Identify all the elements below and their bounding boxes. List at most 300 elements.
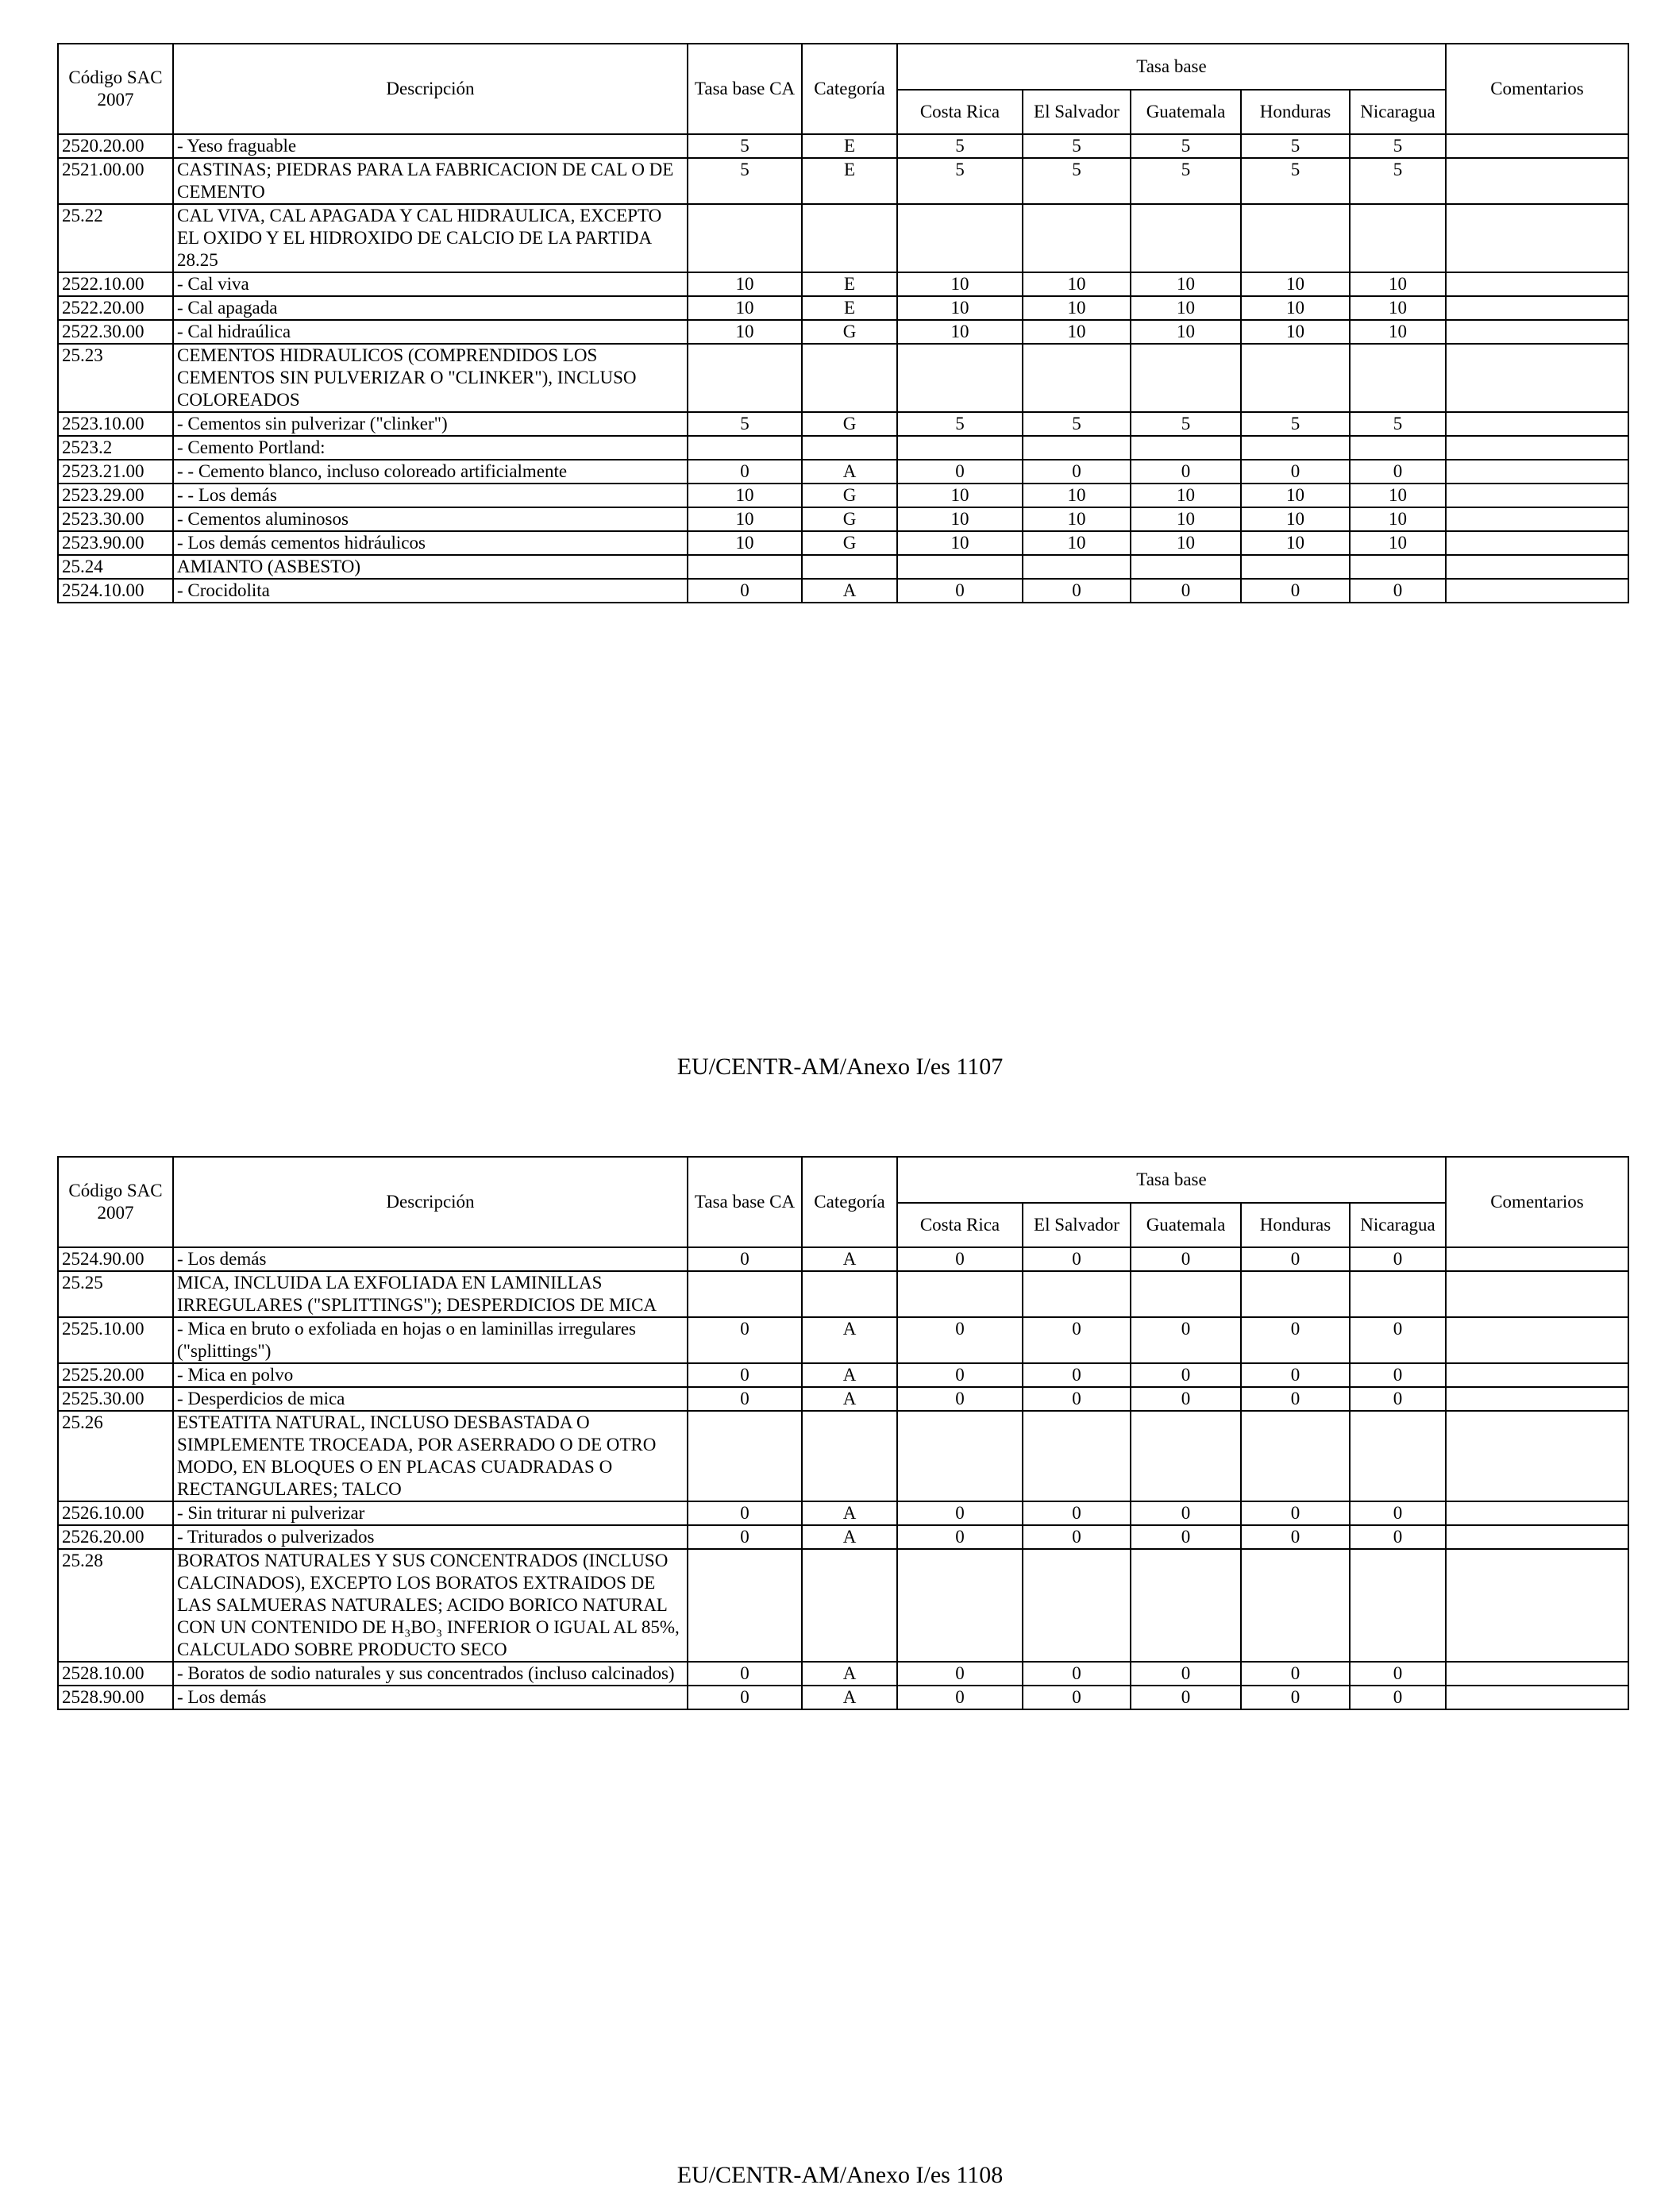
cell-comentarios bbox=[1446, 158, 1628, 204]
cell-guatemala bbox=[1131, 1549, 1241, 1662]
cell-honduras: 0 bbox=[1241, 1662, 1350, 1686]
table-row bbox=[58, 344, 1628, 412]
cell-descripcion: ESTEATITA NATURAL, INCLUSO DESBASTADA O SIMPLEMENTE TROCEADA, POR ASERRADO O DE OTRO MODO, EN BLOQUES O EN PLACAS CUADRADAS O RECTANGULARES; TALCO bbox=[173, 1411, 688, 1501]
cell-costa-rica bbox=[897, 1411, 1023, 1501]
cell-comentarios bbox=[1446, 460, 1628, 484]
cell-comentarios bbox=[1446, 204, 1628, 272]
cell-el-salvador: 10 bbox=[1023, 484, 1131, 507]
cell-honduras: 10 bbox=[1241, 484, 1350, 507]
cell-el-salvador bbox=[1023, 555, 1131, 579]
table-row bbox=[58, 1525, 1628, 1549]
cell-comentarios bbox=[1446, 272, 1628, 296]
table-row bbox=[58, 484, 1628, 507]
cell-tasa-base-ca: 0 bbox=[688, 1525, 802, 1549]
table-row bbox=[58, 507, 1628, 531]
cell-el-salvador: 10 bbox=[1023, 320, 1131, 344]
cell-codigo: 2520.20.00 bbox=[58, 134, 173, 158]
cell-el-salvador: 5 bbox=[1023, 412, 1131, 436]
cell-codigo: 25.23 bbox=[58, 344, 173, 412]
cell-codigo: 2524.10.00 bbox=[58, 579, 173, 603]
cell-comentarios bbox=[1446, 1549, 1628, 1662]
cell-tasa-base-ca bbox=[688, 1271, 802, 1317]
cell-codigo: 2523.21.00 bbox=[58, 460, 173, 484]
header-tasa-base-ca: Tasa base CA bbox=[688, 44, 802, 134]
header-country-el-salvador: El Salvador bbox=[1023, 90, 1131, 134]
cell-guatemala: 0 bbox=[1131, 1662, 1241, 1686]
tariff-table bbox=[57, 1156, 1629, 1710]
cell-descripcion: CAL VIVA, CAL APAGADA Y CAL HIDRAULICA, EXCEPTO EL OXIDO Y EL HIDROXIDO DE CALCIO DE LA PARTIDA 28.25 bbox=[173, 204, 688, 272]
cell-honduras: 0 bbox=[1241, 1247, 1350, 1271]
table-row bbox=[58, 1411, 1628, 1501]
cell-categoria: A bbox=[802, 1501, 897, 1525]
cell-nicaragua bbox=[1350, 204, 1446, 272]
cell-codigo: 2528.10.00 bbox=[58, 1662, 173, 1686]
cell-el-salvador: 0 bbox=[1023, 1662, 1131, 1686]
cell-codigo: 25.25 bbox=[58, 1271, 173, 1317]
cell-descripcion: - Boratos de sodio naturales y sus concentrados (incluso calcinados) bbox=[173, 1662, 688, 1686]
cell-codigo: 2525.20.00 bbox=[58, 1363, 173, 1387]
table-row bbox=[58, 1501, 1628, 1525]
cell-categoria: A bbox=[802, 1317, 897, 1363]
cell-tasa-base-ca bbox=[688, 1411, 802, 1501]
cell-descripcion: MICA, INCLUIDA LA EXFOLIADA EN LAMINILLAS IRREGULARES ("SPLITTINGS"); DESPERDICIOS DE MICA bbox=[173, 1271, 688, 1317]
cell-costa-rica: 0 bbox=[897, 1662, 1023, 1686]
cell-el-salvador bbox=[1023, 1411, 1131, 1501]
cell-categoria: A bbox=[802, 1662, 897, 1686]
cell-descripcion: - Mica en polvo bbox=[173, 1363, 688, 1387]
cell-guatemala bbox=[1131, 1411, 1241, 1501]
cell-costa-rica: 10 bbox=[897, 531, 1023, 555]
cell-honduras bbox=[1241, 555, 1350, 579]
cell-el-salvador: 0 bbox=[1023, 579, 1131, 603]
cell-costa-rica bbox=[897, 204, 1023, 272]
cell-nicaragua: 10 bbox=[1350, 507, 1446, 531]
table-row bbox=[58, 579, 1628, 603]
header-descripcion: Descripción bbox=[173, 44, 688, 134]
cell-nicaragua bbox=[1350, 1549, 1446, 1662]
cell-codigo: 2525.10.00 bbox=[58, 1317, 173, 1363]
table-row bbox=[58, 296, 1628, 320]
cell-honduras bbox=[1241, 436, 1350, 460]
cell-codigo: 2523.10.00 bbox=[58, 412, 173, 436]
cell-honduras: 10 bbox=[1241, 296, 1350, 320]
cell-tasa-base-ca: 0 bbox=[688, 1247, 802, 1271]
table-row bbox=[58, 158, 1628, 204]
cell-guatemala: 0 bbox=[1131, 579, 1241, 603]
cell-categoria bbox=[802, 1549, 897, 1662]
cell-costa-rica bbox=[897, 1549, 1023, 1662]
cell-codigo: 2522.20.00 bbox=[58, 296, 173, 320]
cell-categoria: G bbox=[802, 531, 897, 555]
table-row bbox=[58, 555, 1628, 579]
header-comentarios: Comentarios bbox=[1446, 44, 1628, 134]
cell-honduras: 5 bbox=[1241, 158, 1350, 204]
cell-nicaragua: 10 bbox=[1350, 484, 1446, 507]
cell-guatemala: 10 bbox=[1131, 272, 1241, 296]
cell-nicaragua: 0 bbox=[1350, 1525, 1446, 1549]
cell-guatemala bbox=[1131, 436, 1241, 460]
cell-codigo: 2522.30.00 bbox=[58, 320, 173, 344]
cell-comentarios bbox=[1446, 1525, 1628, 1549]
header-country-costa-rica: Costa Rica bbox=[897, 90, 1023, 134]
table-row bbox=[58, 412, 1628, 436]
cell-guatemala: 0 bbox=[1131, 1363, 1241, 1387]
cell-guatemala: 10 bbox=[1131, 507, 1241, 531]
table-row bbox=[58, 272, 1628, 296]
cell-costa-rica: 10 bbox=[897, 484, 1023, 507]
cell-descripcion: - Cementos sin pulverizar ("clinker") bbox=[173, 412, 688, 436]
cell-tasa-base-ca: 0 bbox=[688, 1501, 802, 1525]
cell-guatemala bbox=[1131, 555, 1241, 579]
cell-guatemala: 5 bbox=[1131, 134, 1241, 158]
cell-codigo: 2523.2 bbox=[58, 436, 173, 460]
cell-nicaragua: 0 bbox=[1350, 1363, 1446, 1387]
cell-el-salvador: 5 bbox=[1023, 134, 1131, 158]
cell-categoria: A bbox=[802, 1363, 897, 1387]
cell-categoria: A bbox=[802, 460, 897, 484]
header-codigo: Código SAC 2007 bbox=[58, 1157, 173, 1247]
cell-descripcion: - Sin triturar ni pulverizar bbox=[173, 1501, 688, 1525]
cell-comentarios bbox=[1446, 1501, 1628, 1525]
cell-categoria: E bbox=[802, 134, 897, 158]
header-codigo: Código SAC 2007 bbox=[58, 44, 173, 134]
table-row bbox=[58, 460, 1628, 484]
cell-categoria bbox=[802, 436, 897, 460]
cell-categoria: G bbox=[802, 412, 897, 436]
cell-categoria bbox=[802, 204, 897, 272]
cell-costa-rica: 0 bbox=[897, 1317, 1023, 1363]
table-row bbox=[58, 204, 1628, 272]
cell-el-salvador: 0 bbox=[1023, 1686, 1131, 1709]
cell-codigo: 2523.29.00 bbox=[58, 484, 173, 507]
cell-costa-rica bbox=[897, 555, 1023, 579]
header-country-nicaragua: Nicaragua bbox=[1350, 90, 1446, 134]
cell-descripcion: - Triturados o pulverizados bbox=[173, 1525, 688, 1549]
cell-descripcion: - Cal viva bbox=[173, 272, 688, 296]
cell-categoria: G bbox=[802, 320, 897, 344]
cell-tasa-base-ca: 10 bbox=[688, 272, 802, 296]
cell-codigo: 25.28 bbox=[58, 1549, 173, 1662]
cell-tasa-base-ca: 0 bbox=[688, 1363, 802, 1387]
cell-nicaragua bbox=[1350, 1271, 1446, 1317]
cell-nicaragua bbox=[1350, 344, 1446, 412]
cell-honduras: 0 bbox=[1241, 579, 1350, 603]
header-tasa-base: Tasa base bbox=[897, 1157, 1446, 1203]
cell-honduras: 10 bbox=[1241, 272, 1350, 296]
cell-el-salvador: 0 bbox=[1023, 1387, 1131, 1411]
cell-honduras bbox=[1241, 344, 1350, 412]
cell-costa-rica: 0 bbox=[897, 460, 1023, 484]
header-country-honduras: Honduras bbox=[1241, 90, 1350, 134]
table-row bbox=[58, 134, 1628, 158]
cell-descripcion: - - Los demás bbox=[173, 484, 688, 507]
cell-tasa-base-ca bbox=[688, 1549, 802, 1662]
cell-comentarios bbox=[1446, 579, 1628, 603]
cell-el-salvador bbox=[1023, 1549, 1131, 1662]
cell-codigo: 2522.10.00 bbox=[58, 272, 173, 296]
table-row bbox=[58, 531, 1628, 555]
cell-comentarios bbox=[1446, 344, 1628, 412]
cell-tasa-base-ca: 5 bbox=[688, 412, 802, 436]
cell-tasa-base-ca: 10 bbox=[688, 296, 802, 320]
cell-descripcion: - Los demás cementos hidráulicos bbox=[173, 531, 688, 555]
cell-guatemala: 10 bbox=[1131, 320, 1241, 344]
cell-el-salvador: 0 bbox=[1023, 1247, 1131, 1271]
cell-categoria: A bbox=[802, 1686, 897, 1709]
cell-comentarios bbox=[1446, 320, 1628, 344]
header-tasa-base-ca: Tasa base CA bbox=[688, 1157, 802, 1247]
cell-descripcion: - Cal hidraúlica bbox=[173, 320, 688, 344]
cell-el-salvador: 5 bbox=[1023, 158, 1131, 204]
cell-guatemala: 0 bbox=[1131, 1247, 1241, 1271]
cell-el-salvador bbox=[1023, 1271, 1131, 1317]
table-row bbox=[58, 320, 1628, 344]
cell-nicaragua: 5 bbox=[1350, 134, 1446, 158]
cell-categoria bbox=[802, 344, 897, 412]
cell-el-salvador: 0 bbox=[1023, 1525, 1131, 1549]
cell-el-salvador bbox=[1023, 344, 1131, 412]
cell-comentarios bbox=[1446, 1411, 1628, 1501]
cell-honduras: 10 bbox=[1241, 507, 1350, 531]
cell-costa-rica bbox=[897, 344, 1023, 412]
cell-comentarios bbox=[1446, 296, 1628, 320]
cell-costa-rica: 0 bbox=[897, 1525, 1023, 1549]
cell-honduras bbox=[1241, 1549, 1350, 1662]
cell-honduras: 0 bbox=[1241, 1501, 1350, 1525]
cell-nicaragua: 0 bbox=[1350, 1247, 1446, 1271]
cell-el-salvador: 0 bbox=[1023, 1501, 1131, 1525]
cell-guatemala: 5 bbox=[1131, 158, 1241, 204]
table-row bbox=[58, 436, 1628, 460]
cell-categoria bbox=[802, 555, 897, 579]
cell-categoria: A bbox=[802, 1525, 897, 1549]
cell-tasa-base-ca bbox=[688, 555, 802, 579]
cell-codigo: 2523.90.00 bbox=[58, 531, 173, 555]
cell-nicaragua: 10 bbox=[1350, 296, 1446, 320]
cell-descripcion: - Crocidolita bbox=[173, 579, 688, 603]
cell-comentarios bbox=[1446, 1317, 1628, 1363]
cell-comentarios bbox=[1446, 134, 1628, 158]
cell-comentarios bbox=[1446, 507, 1628, 531]
cell-tasa-base-ca bbox=[688, 344, 802, 412]
cell-comentarios bbox=[1446, 1662, 1628, 1686]
header-categoria: Categoría bbox=[802, 44, 897, 134]
cell-descripcion: - Mica en bruto o exfoliada en hojas o en laminillas irregulares ("splittings") bbox=[173, 1317, 688, 1363]
cell-nicaragua: 5 bbox=[1350, 412, 1446, 436]
cell-codigo: 2525.30.00 bbox=[58, 1387, 173, 1411]
cell-guatemala: 0 bbox=[1131, 1387, 1241, 1411]
cell-tasa-base-ca: 5 bbox=[688, 158, 802, 204]
cell-codigo: 2526.20.00 bbox=[58, 1525, 173, 1549]
cell-codigo: 2528.90.00 bbox=[58, 1686, 173, 1709]
header-tasa-base: Tasa base bbox=[897, 44, 1446, 90]
cell-descripcion: BORATOS NATURALES Y SUS CONCENTRADOS (INCLUSO CALCINADOS), EXCEPTO LOS BORATOS EXTRAIDOS DE LAS SALMUERAS NATURALES; ACIDO BORICO NATURAL CON UN CONTENIDO DE H₃BO₃ INFERIOR O IGUAL AL 85%, CALCULADO SOBRE PRODUCTO SECO bbox=[173, 1549, 688, 1662]
cell-costa-rica: 0 bbox=[897, 1363, 1023, 1387]
cell-el-salvador: 10 bbox=[1023, 507, 1131, 531]
cell-el-salvador: 10 bbox=[1023, 272, 1131, 296]
cell-comentarios bbox=[1446, 1247, 1628, 1271]
cell-nicaragua: 0 bbox=[1350, 1686, 1446, 1709]
cell-tasa-base-ca: 10 bbox=[688, 531, 802, 555]
cell-tasa-base-ca: 10 bbox=[688, 484, 802, 507]
cell-costa-rica: 10 bbox=[897, 320, 1023, 344]
cell-nicaragua: 10 bbox=[1350, 531, 1446, 555]
cell-tasa-base-ca: 0 bbox=[688, 1686, 802, 1709]
cell-costa-rica: 0 bbox=[897, 579, 1023, 603]
cell-comentarios bbox=[1446, 1387, 1628, 1411]
cell-categoria: A bbox=[802, 1387, 897, 1411]
page-footer: EU/CENTR-AM/Anexo I/es 1108 bbox=[676, 2162, 1004, 2188]
cell-costa-rica: 0 bbox=[897, 1686, 1023, 1709]
cell-costa-rica: 10 bbox=[897, 507, 1023, 531]
cell-descripcion: - Cemento Portland: bbox=[173, 436, 688, 460]
cell-nicaragua: 0 bbox=[1350, 1662, 1446, 1686]
cell-honduras: 0 bbox=[1241, 1387, 1350, 1411]
cell-tasa-base-ca: 0 bbox=[688, 460, 802, 484]
cell-descripcion: CEMENTOS HIDRAULICOS (COMPRENDIDOS LOS CEMENTOS SIN PULVERIZAR O "CLINKER"), INCLUSO COLOREADOS bbox=[173, 344, 688, 412]
table-row bbox=[58, 1549, 1628, 1662]
cell-nicaragua: 0 bbox=[1350, 460, 1446, 484]
table-row bbox=[58, 1247, 1628, 1271]
cell-comentarios bbox=[1446, 531, 1628, 555]
header-categoria: Categoría bbox=[802, 1157, 897, 1247]
cell-tasa-base-ca: 0 bbox=[688, 1387, 802, 1411]
cell-el-salvador bbox=[1023, 436, 1131, 460]
cell-descripcion: - Yeso fraguable bbox=[173, 134, 688, 158]
table-body bbox=[58, 1247, 1628, 1709]
cell-nicaragua: 10 bbox=[1350, 272, 1446, 296]
cell-costa-rica: 5 bbox=[897, 158, 1023, 204]
table-row bbox=[58, 1271, 1628, 1317]
cell-honduras: 10 bbox=[1241, 320, 1350, 344]
cell-honduras: 0 bbox=[1241, 1525, 1350, 1549]
cell-el-salvador: 10 bbox=[1023, 296, 1131, 320]
cell-descripcion: - Cementos aluminosos bbox=[173, 507, 688, 531]
cell-nicaragua bbox=[1350, 1411, 1446, 1501]
page-footer: EU/CENTR-AM/Anexo I/es 1107 bbox=[676, 1054, 1004, 1080]
cell-codigo: 25.24 bbox=[58, 555, 173, 579]
cell-nicaragua: 5 bbox=[1350, 158, 1446, 204]
cell-guatemala: 0 bbox=[1131, 460, 1241, 484]
cell-comentarios bbox=[1446, 1363, 1628, 1387]
cell-honduras bbox=[1241, 204, 1350, 272]
cell-nicaragua bbox=[1350, 436, 1446, 460]
cell-el-salvador: 0 bbox=[1023, 1363, 1131, 1387]
cell-guatemala: 0 bbox=[1131, 1686, 1241, 1709]
cell-comentarios bbox=[1446, 1686, 1628, 1709]
cell-guatemala bbox=[1131, 344, 1241, 412]
cell-tasa-base-ca: 0 bbox=[688, 1662, 802, 1686]
cell-costa-rica bbox=[897, 1271, 1023, 1317]
cell-categoria: G bbox=[802, 484, 897, 507]
header-comentarios: Comentarios bbox=[1446, 1157, 1628, 1247]
cell-comentarios bbox=[1446, 1271, 1628, 1317]
cell-descripcion: - Los demás bbox=[173, 1686, 688, 1709]
cell-tasa-base-ca: 10 bbox=[688, 320, 802, 344]
cell-categoria: E bbox=[802, 272, 897, 296]
cell-guatemala: 0 bbox=[1131, 1317, 1241, 1363]
cell-honduras bbox=[1241, 1271, 1350, 1317]
cell-comentarios bbox=[1446, 412, 1628, 436]
cell-categoria: E bbox=[802, 158, 897, 204]
cell-guatemala: 0 bbox=[1131, 1501, 1241, 1525]
cell-guatemala bbox=[1131, 204, 1241, 272]
cell-honduras: 0 bbox=[1241, 460, 1350, 484]
header-country-nicaragua: Nicaragua bbox=[1350, 1203, 1446, 1247]
header-country-guatemala: Guatemala bbox=[1131, 1203, 1241, 1247]
cell-descripcion: - Los demás bbox=[173, 1247, 688, 1271]
cell-guatemala: 10 bbox=[1131, 531, 1241, 555]
cell-honduras: 5 bbox=[1241, 134, 1350, 158]
cell-guatemala: 5 bbox=[1131, 412, 1241, 436]
cell-categoria: E bbox=[802, 296, 897, 320]
cell-honduras: 0 bbox=[1241, 1317, 1350, 1363]
tariff-table bbox=[57, 43, 1629, 603]
cell-costa-rica: 0 bbox=[897, 1247, 1023, 1271]
cell-descripcion: - Cal apagada bbox=[173, 296, 688, 320]
cell-codigo: 2521.00.00 bbox=[58, 158, 173, 204]
cell-comentarios bbox=[1446, 484, 1628, 507]
cell-tasa-base-ca: 10 bbox=[688, 507, 802, 531]
header-descripcion: Descripción bbox=[173, 1157, 688, 1247]
cell-descripcion: - - Cemento blanco, incluso coloreado artificialmente bbox=[173, 460, 688, 484]
cell-comentarios bbox=[1446, 555, 1628, 579]
cell-tasa-base-ca bbox=[688, 204, 802, 272]
cell-costa-rica: 5 bbox=[897, 412, 1023, 436]
cell-nicaragua: 0 bbox=[1350, 1387, 1446, 1411]
cell-costa-rica: 10 bbox=[897, 296, 1023, 320]
cell-costa-rica: 0 bbox=[897, 1387, 1023, 1411]
cell-categoria: A bbox=[802, 1247, 897, 1271]
cell-guatemala: 0 bbox=[1131, 1525, 1241, 1549]
cell-categoria bbox=[802, 1411, 897, 1501]
cell-descripcion: AMIANTO (ASBESTO) bbox=[173, 555, 688, 579]
cell-categoria: G bbox=[802, 507, 897, 531]
cell-honduras: 10 bbox=[1241, 531, 1350, 555]
cell-el-salvador: 10 bbox=[1023, 531, 1131, 555]
cell-costa-rica bbox=[897, 436, 1023, 460]
cell-codigo: 25.22 bbox=[58, 204, 173, 272]
cell-costa-rica: 0 bbox=[897, 1501, 1023, 1525]
cell-guatemala: 10 bbox=[1131, 296, 1241, 320]
table-row bbox=[58, 1317, 1628, 1363]
cell-honduras: 0 bbox=[1241, 1686, 1350, 1709]
cell-nicaragua: 10 bbox=[1350, 320, 1446, 344]
cell-nicaragua: 0 bbox=[1350, 1501, 1446, 1525]
cell-codigo: 2524.90.00 bbox=[58, 1247, 173, 1271]
cell-codigo: 2523.30.00 bbox=[58, 507, 173, 531]
cell-tasa-base-ca bbox=[688, 436, 802, 460]
table-row bbox=[58, 1662, 1628, 1686]
cell-honduras: 5 bbox=[1241, 412, 1350, 436]
cell-tasa-base-ca: 0 bbox=[688, 579, 802, 603]
cell-comentarios bbox=[1446, 436, 1628, 460]
tariff-page-1107 bbox=[57, 43, 1628, 603]
cell-nicaragua: 0 bbox=[1350, 1317, 1446, 1363]
cell-descripcion: CASTINAS; PIEDRAS PARA LA FABRICACION DE CAL O DE CEMENTO bbox=[173, 158, 688, 204]
header-country-guatemala: Guatemala bbox=[1131, 90, 1241, 134]
cell-el-salvador bbox=[1023, 204, 1131, 272]
cell-guatemala bbox=[1131, 1271, 1241, 1317]
cell-tasa-base-ca: 5 bbox=[688, 134, 802, 158]
cell-descripcion: - Desperdicios de mica bbox=[173, 1387, 688, 1411]
table-row bbox=[58, 1387, 1628, 1411]
cell-costa-rica: 10 bbox=[897, 272, 1023, 296]
table-row bbox=[58, 1363, 1628, 1387]
cell-honduras: 0 bbox=[1241, 1363, 1350, 1387]
cell-el-salvador: 0 bbox=[1023, 1317, 1131, 1363]
cell-nicaragua: 0 bbox=[1350, 579, 1446, 603]
